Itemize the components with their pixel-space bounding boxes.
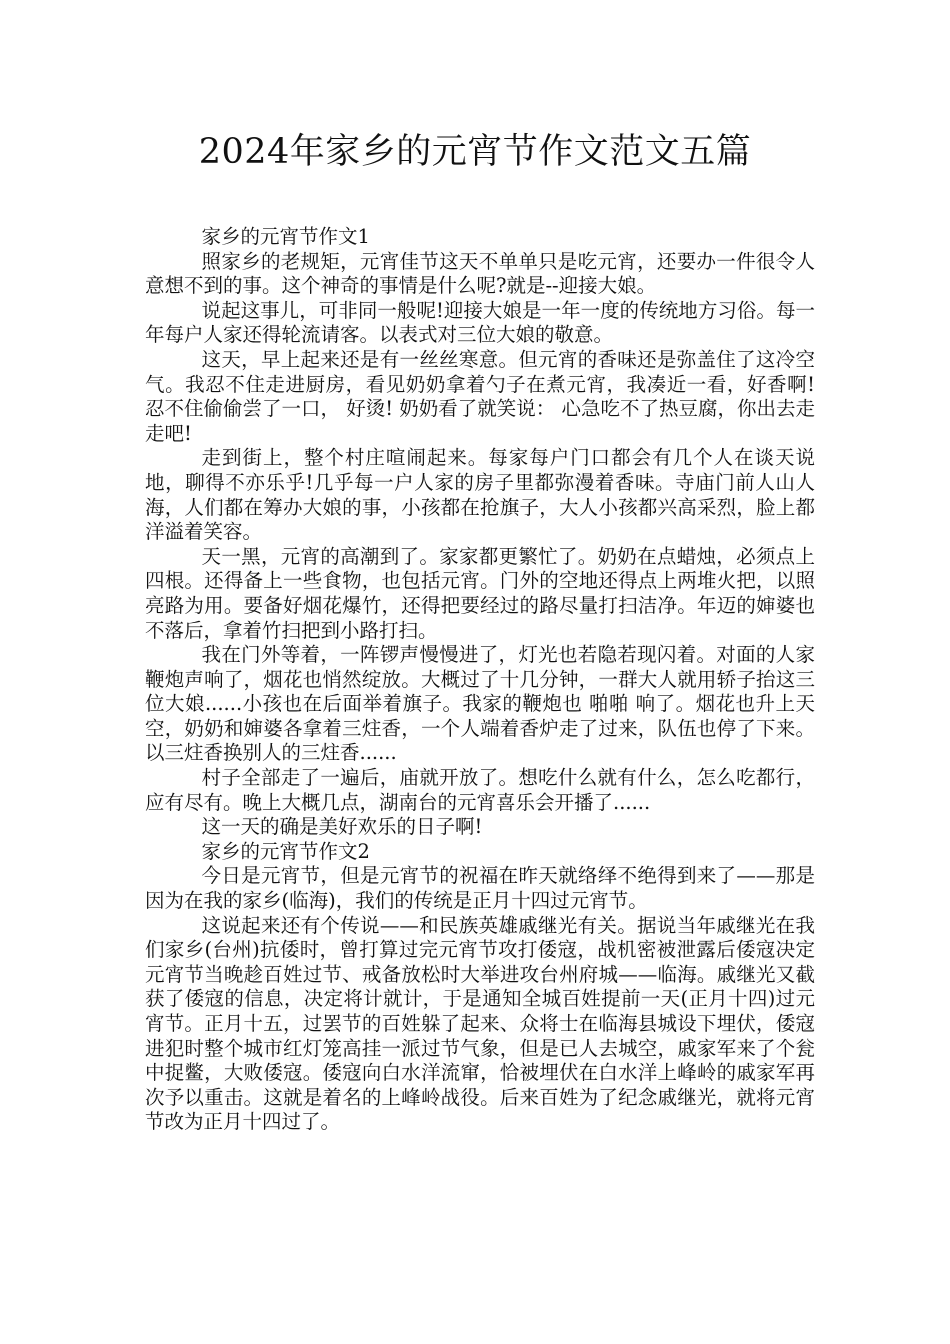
document-body (145, 225, 815, 1135)
paragraph: 天一黑，元宵的高潮到了。家家都更繁忙了。奶奶在点蜡烛，必须点上四根。还得备上一些食物，也包括元宵。门外的空地还得点上两堆火把，以照亮路为用。要备好烟花爆竹，还得把要经过的路尽量打扫洁净。年迈的婶婆也不落后，拿着竹扫把到小路打扫。 (145, 544, 815, 642)
paragraph: 这一天的确是美好欢乐的日子啊! (201, 815, 483, 839)
paragraph: 这天，早上起来还是有一丝丝寒意。但元宵的香味还是弥盖住了这冷空气。我忍不住走进厨房，看见奶奶拿着勺子在煮元宵，我凑近一看，好香啊!忍不住偷偷尝了一口， 好烫! 奶奶看了就笑说： 心急吃不了热豆腐，你出去走走吧! (145, 347, 815, 445)
paragraph: 今日是元宵节，但是元宵节的祝福在昨天就络绎不绝得到来了——那是因为在我的家乡(临海)，我们的传统是正月十四过元宵节。 (145, 864, 815, 913)
paragraph: 走到街上，整个村庄喧闹起来。每家每户门口都会有几个人在谈天说地，聊得不亦乐乎!几乎每一户人家的房子里都弥漫着香味。寺庙门前人山人海，人们都在筹办大娘的事，小孩都在抢旗子，大人小孩都兴高采烈，脸上都洋溢着笑容。 (145, 446, 815, 544)
paragraph: 说起这事儿，可非同一般呢!迎接大娘是一年一度的传统地方习俗。每一年每户人家还得轮流请客。以表式对三位大娘的敬意。 (145, 298, 815, 347)
document-title: 2024年家乡的元宵节作文范文五篇 (198, 132, 752, 172)
essay-heading-2: 家乡的元宵节作文2 (201, 839, 370, 863)
paragraph: 村子全部走了一遍后，庙就开放了。想吃什么就有什么，怎么吃都行，应有尽有。晚上大概几点，湖南台的元宵喜乐会开播了...... (145, 766, 815, 814)
paragraph: 这说起来还有个传说——和民族英雄戚继光有关。据说当年戚继光在我们家乡(台州)抗倭时，曾打算过完元宵节攻打倭寇，战机密被泄露后倭寇决定元宵节当晚趁百姓过节、戒备放松时大举进攻台州府城——临海。戚继光又截获了倭寇的信息，决定将计就计，于是通知全城百姓提前一天(正月十四)过元宵节。正月十五，过罢节的百姓躲了起来、众将士在临海县城设下埋伏，倭寇进犯时整个城市红灯笼高挂一派过节气象，但是已人去城空，戚家军来了个瓮中捉鳖，大败倭寇。倭寇向白水洋流窜，恰被埋伏在白水洋上峰岭的戚家军再次予以重击。这就是着名的上峰岭战役。后来百姓为了纪念戚继光，就将元宵节改为正月十四过了。 (145, 913, 815, 1134)
essay-heading-1: 家乡的元宵节作文1 (201, 225, 370, 248)
paragraph: 照家乡的老规矩，元宵佳节这天不单单只是吃元宵，还要办一件很令人意想不到的事。这个神奇的事情是什么呢?就是--迎接大娘。 (145, 249, 815, 298)
paragraph: 我在门外等着，一阵锣声慢慢进了，灯光也若隐若现闪着。对面的人家鞭炮声响了，烟花也悄然绽放。大概过了十几分钟，一群大人就用轿子抬这三位大娘......小孩也在后面举着旗子。我家的鞭炮也 啪啪 响了。烟花也升上天空，奶奶和婶婆各拿着三炷香，一个人端着香炉走了过来，队伍也停了下来。以三炷香换别人的三炷香...... (145, 643, 815, 765)
